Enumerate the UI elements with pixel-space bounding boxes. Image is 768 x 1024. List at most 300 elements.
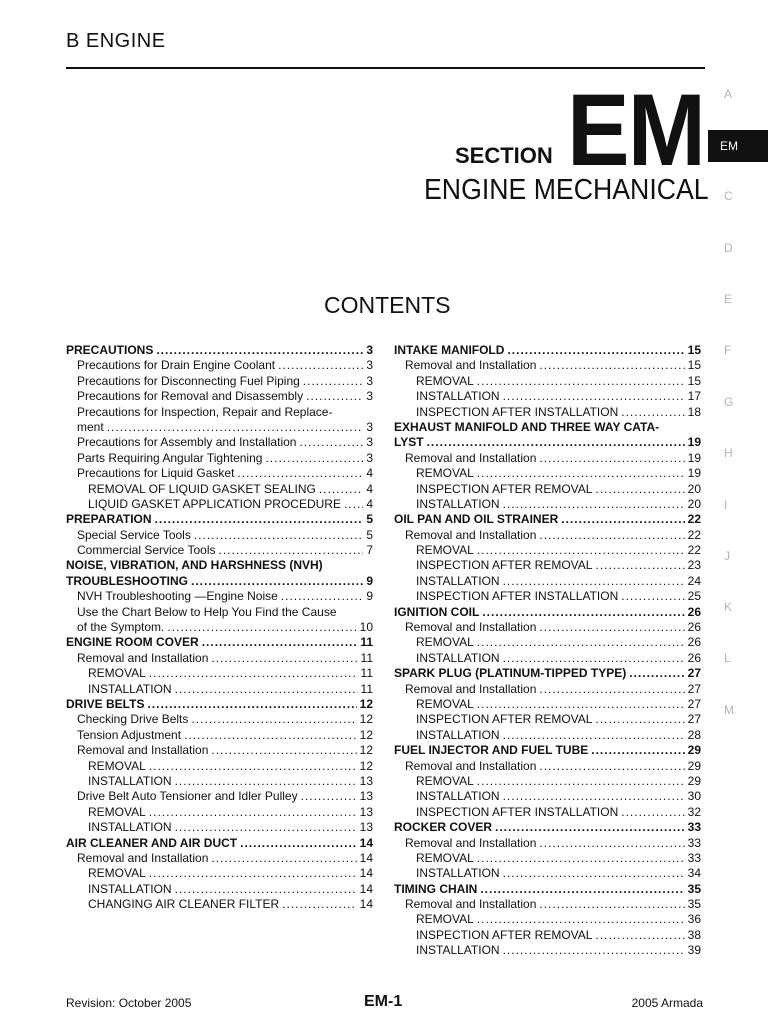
toc-entry-title: INSTALLATION — [416, 496, 500, 511]
toc-entry[interactable] — [394, 620, 701, 635]
toc-entry-page: 4 — [366, 496, 373, 511]
toc-entry-page: 3 — [366, 419, 373, 434]
toc-entry[interactable] — [394, 682, 701, 697]
toc-entry[interactable] — [66, 374, 373, 389]
toc-entry-page: 13 — [359, 804, 373, 819]
toc-entry-title: NOISE, VIBRATION, AND HARSHNESS (NVH) — [66, 558, 323, 573]
toc-entry[interactable] — [66, 543, 373, 558]
toc-leader-dots — [107, 420, 364, 435]
toc-entry-page: 11 — [360, 635, 373, 650]
toc-entry-page: 3 — [366, 373, 373, 388]
section-label: SECTION — [455, 143, 553, 168]
toc-entry[interactable] — [394, 528, 701, 543]
toc-entry-page: 15 — [687, 343, 701, 357]
toc-entry-title: REMOVAL — [416, 635, 474, 650]
side-tab-d[interactable]: D — [724, 241, 733, 255]
toc-entry-title: of the Symptom. — [77, 620, 165, 635]
toc-entry[interactable] — [66, 836, 373, 851]
toc-entry[interactable] — [66, 605, 373, 620]
toc-entry-title: INSPECTION AFTER INSTALLATION — [416, 404, 619, 419]
toc-entry[interactable] — [394, 943, 701, 958]
toc-leader-dots — [621, 805, 684, 820]
toc-entry-title: Precautions for Removal and Disassembly — [77, 389, 304, 404]
toc-entry[interactable] — [394, 743, 701, 758]
toc-entry-title: INSTALLATION — [88, 773, 172, 788]
toc-leader-dots — [306, 389, 363, 404]
side-tab-a[interactable]: A — [724, 87, 733, 101]
toc-entry[interactable] — [66, 389, 373, 404]
toc-entry-page: 22 — [687, 543, 701, 558]
toc-entry-title: REMOVAL — [416, 466, 474, 481]
toc-entry-title: OIL PAN AND OIL STRAINER — [394, 512, 559, 527]
toc-entry-page: 27 — [687, 666, 701, 681]
toc-entry-page: 26 — [687, 620, 701, 635]
toc-entry-title: REMOVAL — [88, 804, 146, 819]
toc-entry-title: Parts Requiring Angular Tightening — [77, 450, 263, 465]
toc-entry[interactable] — [66, 512, 373, 527]
toc-entry-title: Precautions for Drain Engine Coolant — [77, 358, 276, 373]
toc-entry-page: 29 — [687, 743, 701, 758]
toc-entry[interactable] — [66, 882, 373, 897]
side-tab-c[interactable]: C — [724, 189, 733, 203]
toc-entry[interactable] — [66, 789, 373, 804]
toc-entry-page: 26 — [687, 635, 701, 650]
toc-entry-title: DRIVE BELTS — [66, 696, 145, 711]
toc-entry-title: INSPECTION AFTER REMOVAL — [416, 481, 593, 496]
toc-entry-page: 3 — [366, 435, 373, 450]
toc-entry-page: 5 — [366, 527, 373, 542]
toc-leader-dots — [595, 712, 684, 727]
toc-entry-title: Precautions for Liquid Gasket — [77, 466, 235, 481]
toc-leader-dots — [237, 466, 363, 481]
toc-entry-page: 3 — [366, 389, 373, 404]
toc-entry[interactable] — [394, 651, 701, 666]
toc-entry[interactable] — [394, 543, 701, 558]
toc-entry-page: 12 — [359, 743, 373, 758]
toc-entry-page: 12 — [359, 712, 373, 727]
toc-entry[interactable] — [394, 435, 701, 450]
toc-entry-title: EXHAUST MANIFOLD AND THREE WAY CATA- — [394, 419, 660, 434]
contents-heading: CONTENTS — [324, 292, 451, 318]
toc-leader-dots — [503, 574, 685, 589]
toc-entry[interactable] — [66, 558, 373, 573]
toc-entry[interactable] — [394, 558, 701, 573]
toc-entry[interactable] — [394, 789, 701, 804]
side-tab-g[interactable]: G — [724, 395, 734, 409]
toc-entry[interactable] — [394, 805, 701, 820]
toc-entry-page: 5 — [366, 512, 373, 527]
toc-entry-title: INSTALLATION — [416, 650, 500, 665]
toc-entry[interactable] — [66, 805, 373, 820]
toc-entry-page: 7 — [366, 543, 373, 558]
toc-leader-dots — [202, 635, 358, 650]
toc-entry-page: 14 — [359, 866, 373, 881]
toc-leader-dots — [477, 543, 685, 558]
toc-leader-dots — [149, 805, 357, 820]
toc-entry-title: CHANGING AIR CLEANER FILTER — [88, 897, 280, 912]
toc-entry-title: Removal and Installation — [405, 358, 537, 373]
toc-entry-page: 26 — [687, 650, 701, 665]
toc-entry-title: Removal and Installation — [405, 897, 537, 912]
toc-entry-title: REMOVAL — [88, 758, 146, 773]
toc-leader-dots — [427, 435, 685, 450]
toc-leader-dots — [149, 759, 357, 774]
toc-entry-page: 22 — [687, 527, 701, 542]
toc-entry-page: 29 — [687, 758, 701, 773]
toc-entry-title: AIR CLEANER AND AIR DUCT — [66, 835, 238, 850]
toc-leader-dots — [477, 851, 685, 866]
toc-entry-page: 13 — [359, 820, 373, 835]
toc-entry-title: REMOVAL — [416, 543, 474, 558]
toc-entry-page: 30 — [687, 789, 701, 804]
toc-leader-dots — [281, 589, 364, 604]
toc-leader-dots — [477, 635, 685, 650]
toc-leader-dots — [319, 482, 363, 497]
toc-entry-title: INSPECTION AFTER REMOVAL — [416, 712, 593, 727]
toc-leader-dots — [155, 512, 364, 527]
toc-leader-dots — [175, 882, 357, 897]
toc-leader-dots — [595, 482, 684, 497]
toc-entry[interactable] — [394, 358, 701, 373]
side-tab-l[interactable]: L — [724, 651, 731, 665]
toc-leader-dots — [240, 836, 357, 851]
toc-entry-title: Removal and Installation — [405, 527, 537, 542]
toc-entry-page: 24 — [687, 573, 701, 588]
section-name: ENGINE MECHANICAL — [424, 174, 709, 206]
toc-leader-dots — [211, 851, 356, 866]
toc-entry-page: 3 — [366, 343, 373, 357]
toc-entry[interactable] — [394, 866, 701, 881]
side-tab-i[interactable]: I — [724, 498, 728, 512]
toc-right-column — [394, 343, 701, 959]
toc-leader-dots — [184, 728, 357, 743]
toc-leader-dots — [156, 343, 363, 358]
toc-entry[interactable] — [66, 759, 373, 774]
toc-entry-page: 27 — [687, 712, 701, 727]
toc-entry-title: INSTALLATION — [88, 820, 172, 835]
toc-leader-dots — [303, 374, 364, 389]
toc-entry[interactable] — [394, 605, 701, 620]
side-tab-j[interactable]: J — [724, 549, 730, 563]
page-header-title: B ENGINE — [66, 30, 166, 52]
toc-entry-title: ENGINE ROOM COVER — [66, 635, 199, 650]
toc-entry-page: 39 — [687, 943, 701, 958]
toc-entry[interactable] — [66, 343, 373, 358]
toc-entry[interactable] — [394, 851, 701, 866]
toc-entry[interactable] — [66, 712, 373, 727]
toc-entry[interactable] — [66, 866, 373, 881]
toc-entry-page: 33 — [687, 820, 701, 835]
toc-leader-dots — [149, 866, 357, 881]
toc-entry-title: ment — [77, 419, 104, 434]
toc-entry-page: 22 — [687, 512, 701, 527]
toc-entry-title: TROUBLESHOOTING — [66, 573, 188, 588]
toc-leader-dots — [539, 682, 684, 697]
toc-entry[interactable] — [394, 343, 701, 358]
toc-entry-page: 27 — [687, 696, 701, 711]
toc-entry[interactable] — [394, 836, 701, 851]
toc-leader-dots — [175, 774, 357, 789]
toc-entry-page: 29 — [687, 773, 701, 788]
toc-entry[interactable] — [394, 512, 701, 527]
toc-leader-dots — [539, 759, 684, 774]
toc-entry[interactable] — [394, 697, 701, 712]
toc-entry[interactable] — [394, 389, 701, 404]
toc-leader-dots — [477, 697, 685, 712]
toc-leader-dots — [503, 497, 685, 512]
toc-entry-page: 12 — [359, 696, 373, 711]
side-tab-h[interactable]: H — [724, 446, 733, 460]
toc-entry-title: REMOVAL OF LIQUID GASKET SEALING — [88, 481, 316, 496]
toc-leader-dots — [219, 543, 364, 558]
toc-entry[interactable] — [66, 435, 373, 450]
toc-leader-dots — [503, 389, 685, 404]
toc-entry[interactable] — [66, 820, 373, 835]
toc-entry-page: 32 — [687, 804, 701, 819]
toc-leader-dots — [344, 497, 363, 512]
toc-entry-title: REMOVAL — [416, 912, 474, 927]
toc-entry[interactable] — [394, 420, 701, 435]
toc-entry[interactable] — [66, 897, 373, 912]
toc-entry-title: NVH Troubleshooting —Engine Noise — [77, 589, 278, 604]
toc-leader-dots — [561, 512, 684, 527]
side-tab-m[interactable]: M — [724, 703, 734, 717]
toc-entry[interactable] — [394, 712, 701, 727]
toc-entry[interactable] — [394, 820, 701, 835]
toc-leader-dots — [595, 558, 684, 573]
toc-entry-page: 35 — [687, 897, 701, 912]
toc-entry-title: REMOVAL — [416, 696, 474, 711]
toc-entry-page: 38 — [687, 927, 701, 942]
footer-revision: Revision: October 2005 — [66, 996, 192, 1010]
footer-model: 2005 Armada — [631, 996, 703, 1010]
toc-entry-title: Drive Belt Auto Tensioner and Idler Pulley — [77, 789, 298, 804]
toc-entry[interactable] — [66, 358, 373, 373]
toc-leader-dots — [503, 651, 685, 666]
toc-entry-title: INSPECTION AFTER INSTALLATION — [416, 804, 619, 819]
toc-entry-title: FUEL INJECTOR AND FUEL TUBE — [394, 743, 589, 758]
toc-leader-dots — [503, 866, 685, 881]
toc-entry[interactable] — [66, 666, 373, 681]
toc-entry-page: 18 — [687, 404, 701, 419]
toc-entry-page: 23 — [687, 558, 701, 573]
toc-entry-page: 36 — [687, 912, 701, 927]
toc-entry[interactable] — [66, 635, 373, 650]
toc-entry-title: Removal and Installation — [77, 743, 209, 758]
toc-entry-title: Removal and Installation — [405, 835, 537, 850]
toc-leader-dots — [175, 682, 358, 697]
toc-entry-title: ROCKER COVER — [394, 820, 493, 835]
toc-entry-title: INSTALLATION — [416, 727, 500, 742]
toc-entry-title: SPARK PLUG (PLATINUM-TIPPED TYPE) — [394, 666, 627, 681]
toc-entry-title: Precautions for Inspection, Repair and Replace- — [77, 404, 333, 419]
toc-entry-title: INSTALLATION — [88, 881, 172, 896]
toc-entry[interactable] — [394, 928, 701, 943]
toc-entry-page: 14 — [359, 897, 373, 912]
section-code: EM — [567, 73, 705, 187]
toc-entry-title: INSPECTION AFTER REMOVAL — [416, 927, 593, 942]
toc-leader-dots — [507, 343, 684, 358]
toc-entry-page: 3 — [366, 450, 373, 465]
toc-entry-page: 20 — [687, 496, 701, 511]
toc-entry-page: 12 — [359, 727, 373, 742]
toc-leader-dots — [621, 405, 684, 420]
toc-entry-title: REMOVAL — [416, 373, 474, 388]
toc-entry[interactable] — [66, 851, 373, 866]
toc-entry-page: 15 — [687, 373, 701, 388]
toc-entry[interactable] — [394, 466, 701, 481]
toc-leader-dots — [191, 574, 363, 589]
toc-leader-dots — [480, 882, 684, 897]
toc-entry[interactable] — [394, 774, 701, 789]
toc-leader-dots — [147, 697, 356, 712]
toc-entry[interactable] — [394, 451, 701, 466]
toc-leader-dots — [191, 712, 356, 727]
toc-entry-title: Removal and Installation — [405, 758, 537, 773]
toc-entry-page: 9 — [366, 573, 373, 588]
toc-entry-title: LIQUID GASKET APPLICATION PROCEDURE — [88, 496, 341, 511]
toc-entry-title: PREPARATION — [66, 512, 152, 527]
toc-entry-page: 12 — [359, 758, 373, 773]
toc-leader-dots — [477, 912, 685, 927]
toc-entry[interactable] — [66, 743, 373, 758]
toc-entry[interactable] — [66, 774, 373, 789]
toc-entry[interactable] — [394, 497, 701, 512]
toc-entry-title: Removal and Installation — [77, 650, 209, 665]
toc-entry[interactable] — [66, 574, 373, 589]
toc-entry-title: LYST — [394, 435, 424, 450]
toc-entry-title: Precautions for Assembly and Installation — [77, 435, 297, 450]
toc-leader-dots — [278, 358, 363, 373]
toc-entry-page: 10 — [359, 620, 373, 635]
toc-entry-page: 13 — [359, 789, 373, 804]
toc-entry-title: INSPECTION AFTER REMOVAL — [416, 558, 593, 573]
toc-entry-title: REMOVAL — [88, 666, 146, 681]
toc-leader-dots — [629, 666, 684, 681]
toc-entry-page: 15 — [687, 358, 701, 373]
toc-entry-page: 14 — [359, 835, 373, 850]
toc-entry[interactable] — [66, 682, 373, 697]
toc-entry-title: Removal and Installation — [405, 620, 537, 635]
toc-leader-dots — [211, 651, 357, 666]
toc-entry[interactable] — [394, 482, 701, 497]
side-tab-f[interactable]: F — [724, 343, 732, 357]
toc-entry-page: 28 — [687, 727, 701, 742]
toc-entry-title: INSTALLATION — [416, 789, 500, 804]
toc-entry[interactable] — [66, 466, 373, 481]
toc-leader-dots — [211, 743, 356, 758]
toc-entry-title: INSTALLATION — [416, 389, 500, 404]
toc-entry-title: INTAKE MANIFOLD — [394, 343, 505, 357]
toc-entry-title: INSTALLATION — [416, 866, 500, 881]
side-tab-em[interactable]: EM — [708, 130, 768, 162]
toc-entry[interactable] — [66, 697, 373, 712]
toc-entry[interactable] — [394, 374, 701, 389]
toc-entry-title: IGNITION COIL — [394, 604, 480, 619]
toc-entry[interactable] — [394, 912, 701, 927]
toc-entry[interactable] — [66, 528, 373, 543]
toc-entry-title: INSTALLATION — [416, 573, 500, 588]
toc-leader-dots — [539, 451, 684, 466]
toc-entry-title: Checking Drive Belts — [77, 712, 189, 727]
toc-entry-title: PRECAUTIONS — [66, 343, 154, 357]
toc-leader-dots — [591, 743, 684, 758]
side-tab-k[interactable]: K — [724, 600, 733, 614]
toc-leader-dots — [167, 620, 356, 635]
toc-entry[interactable] — [394, 728, 701, 743]
toc-entry-title: Removal and Installation — [77, 850, 209, 865]
toc-entry[interactable] — [66, 451, 373, 466]
toc-entry-page: 19 — [687, 435, 701, 450]
toc-entry-title: INSTALLATION — [88, 681, 172, 696]
toc-entry-page: 35 — [687, 881, 701, 896]
toc-entry-page: 9 — [366, 589, 373, 604]
toc-entry[interactable] — [66, 651, 373, 666]
toc-leader-dots — [149, 666, 358, 681]
toc-leader-dots — [495, 820, 685, 835]
toc-entry[interactable] — [66, 728, 373, 743]
toc-leader-dots — [539, 528, 684, 543]
toc-leader-dots — [503, 943, 685, 958]
toc-entry-title: INSTALLATION — [416, 943, 500, 958]
toc-entry-title: Removal and Installation — [405, 681, 537, 696]
toc-entry[interactable] — [394, 666, 701, 681]
toc-entry[interactable] — [394, 589, 701, 604]
side-tab-e[interactable]: E — [724, 292, 733, 306]
toc-entry[interactable] — [394, 405, 701, 420]
toc-entry-page: 26 — [687, 604, 701, 619]
toc-leader-dots — [595, 928, 684, 943]
toc-leader-dots — [539, 358, 684, 373]
toc-entry[interactable] — [66, 482, 373, 497]
toc-entry-page: 25 — [687, 589, 701, 604]
toc-entry-title: Use the Chart Below to Help You Find the Cause — [77, 604, 337, 619]
toc-entry[interactable] — [394, 635, 701, 650]
toc-entry[interactable] — [66, 620, 373, 635]
toc-entry-page: 19 — [687, 450, 701, 465]
toc-entry[interactable] — [394, 897, 701, 912]
toc-leader-dots — [539, 620, 684, 635]
toc-entry[interactable] — [66, 405, 373, 420]
toc-leader-dots — [477, 774, 685, 789]
toc-entry[interactable] — [66, 497, 373, 512]
toc-entry-page: 14 — [359, 850, 373, 865]
toc-entry-title: Commercial Service Tools — [77, 543, 216, 558]
toc-leader-dots — [503, 789, 685, 804]
toc-leader-dots — [299, 435, 363, 450]
toc-leader-dots — [301, 789, 357, 804]
toc-entry[interactable] — [66, 420, 373, 435]
toc-entry-page: 4 — [366, 481, 373, 496]
toc-entry-page: 17 — [687, 389, 701, 404]
footer-page-number: EM-1 — [364, 993, 403, 1010]
header-divider — [66, 67, 705, 69]
toc-leader-dots — [539, 836, 684, 851]
toc-entry-page: 11 — [360, 666, 373, 681]
toc-entry-title: REMOVAL — [416, 773, 474, 788]
toc-entry-page: 14 — [359, 881, 373, 896]
toc-entry-page: 33 — [687, 835, 701, 850]
toc-entry-title: Special Service Tools — [77, 527, 191, 542]
toc-entry[interactable] — [66, 589, 373, 604]
toc-leader-dots — [477, 374, 685, 389]
toc-left-column — [66, 343, 373, 912]
toc-entry[interactable] — [394, 882, 701, 897]
toc-entry-title: REMOVAL — [88, 866, 146, 881]
toc-entry[interactable] — [394, 759, 701, 774]
toc-entry[interactable] — [394, 574, 701, 589]
toc-leader-dots — [282, 897, 356, 912]
